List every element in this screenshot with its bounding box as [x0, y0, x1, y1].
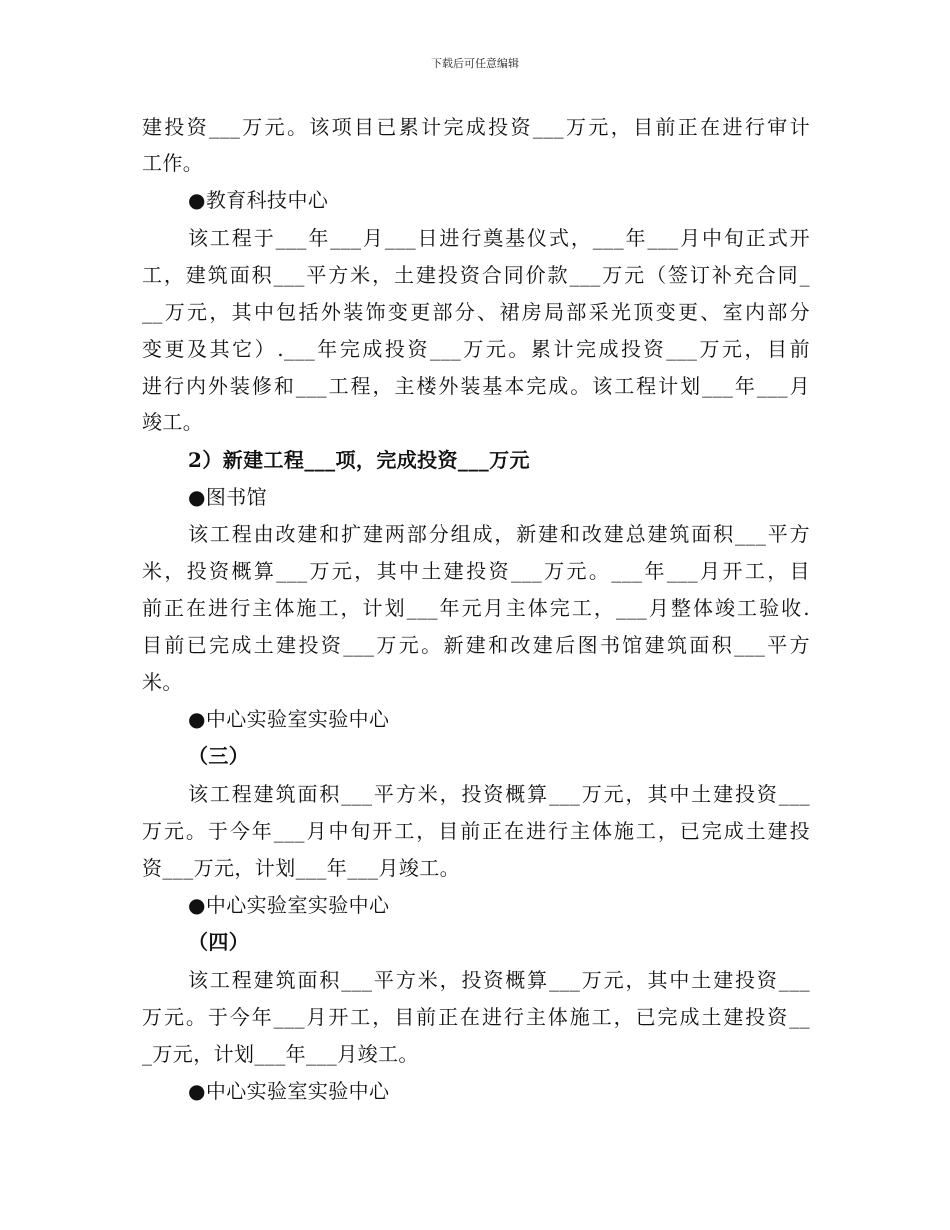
section-heading: （三）: [188, 744, 250, 768]
paragraph-line: 工，建筑面积___平方米，土建投资合同价款___万元（签订补充合同_: [142, 263, 810, 287]
paragraph-line: 目前已完成土建投资___万元。新建和改建后图书馆建筑面积___平方: [142, 633, 810, 657]
bullet-heading: ●中心实验室实验中心: [188, 1079, 390, 1103]
paragraph-line: 竣工。: [142, 410, 204, 434]
paragraph-line: 该工程建筑面积___平方米，投资概算___万元，其中土建投资___: [188, 782, 810, 806]
paragraph-line: 工作。: [142, 151, 204, 175]
paragraph-line: 该工程于___年___月___日进行奠基仪式，___年___月中旬正式开: [188, 226, 810, 250]
paragraph-line: 变更及其它）.___年完成投资___万元。累计完成投资___万元，目前: [142, 337, 810, 361]
bullet-heading: ●中心实验室实验中心: [188, 707, 390, 731]
paragraph-line: _万元，计划___年___月竣工。: [142, 1042, 419, 1066]
paragraph-line: 万元。于今年___月中旬开工，目前正在进行主体施工，已完成土建投: [142, 819, 810, 843]
bullet-heading: ●中心实验室实验中心: [188, 893, 390, 917]
paragraph-line: 进行内外装修和___工程，主楼外装基本完成。该工程计划___年___月: [142, 374, 810, 398]
section-heading: 2）新建工程___项，完成投资___万元: [188, 448, 530, 472]
paragraph-line: 米。: [142, 670, 183, 694]
paragraph-line: 前正在进行主体施工，计划___年元月主体完工，___月整体竣工验收.: [142, 596, 810, 620]
bullet-heading: ●图书馆: [188, 485, 268, 509]
page-header: 下载后可任意编辑: [431, 57, 519, 70]
paragraph-line: 建投资___万元。该项目已累计完成投资___万元，目前正在进行审计: [142, 115, 810, 139]
bullet-heading: ●教育科技中心: [188, 188, 329, 212]
section-heading: （四）: [188, 930, 250, 954]
paragraph-line: 该工程建筑面积___平方米，投资概算___万元，其中土建投资___: [188, 968, 810, 992]
paragraph-line: 该工程由改建和扩建两部分组成，新建和改建总建筑面积___平方: [188, 522, 810, 546]
paragraph-line: __万元，其中包括外装饰变更部分、裙房局部采光顶变更、室内部分: [142, 300, 810, 324]
paragraph-line: 米，投资概算___万元，其中土建投资___万元。___年___月开工，目: [142, 559, 810, 583]
paragraph-line: 资___万元，计划___年___月竣工。: [142, 856, 460, 880]
paragraph-line: 万元。于今年___月开工，目前正在进行主体施工，已完成土建投资__: [142, 1005, 810, 1029]
